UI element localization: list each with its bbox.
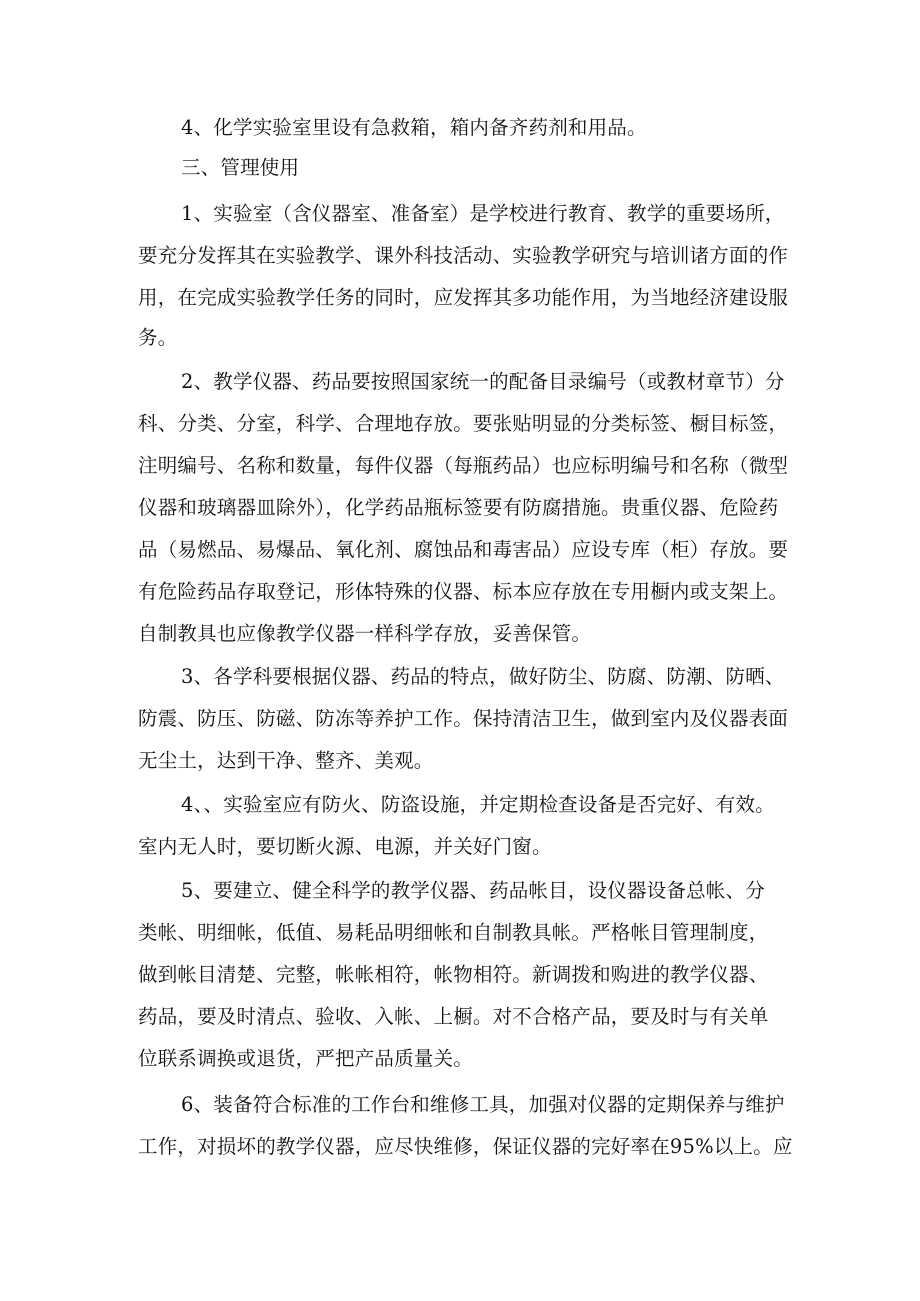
- text-line-4: 要充分发挥其在实验教学、课外科技活动、实验教学研究与培训诸方面的作: [138, 244, 789, 267]
- text-line-9: 注明编号、名称和数量，每件仪器（每瓶药品）也应标明编号和名称（微型: [138, 454, 789, 477]
- text-line-22: 药品，要及时清点、验收、入帐、上橱。对不合格产品，要及时与有关单: [138, 1005, 769, 1028]
- text-line-10: 仪器和玻璃器皿除外），化学药品瓶标签要有防腐措施。贵重仪器、危险药: [138, 496, 779, 519]
- text-line-11: 品（易燃品、易爆品、氧化剂、腐蚀品和毒害品）应设专库（柜）存放。要: [138, 538, 789, 561]
- text-line-25: 工作，对损坏的教学仪器，应尽快维修，保证仪器的完好率在95%以上。应: [138, 1135, 793, 1158]
- text-line-23: 位联系调换或退货，严把产品质量关。: [138, 1047, 473, 1070]
- text-line-12: 有危险药品存取登记，形体特殊的仪器、标本应存放在专用橱内或支架上。: [138, 580, 789, 603]
- text-line-24: 6、装备符合标准的工作台和维修工具，加强对仪器的定期保养与维护: [181, 1093, 785, 1116]
- text-line-13: 自制教具也应像教学仪器一样科学存放，妥善保管。: [138, 622, 592, 645]
- text-line-16: 无尘土，达到干净、整齐、美观。: [138, 749, 434, 772]
- text-line-1: 4、化学实验室里设有急救箱，箱内备齐药剂和用品。: [181, 116, 647, 139]
- text-line-17: 4、、实验室应有防火、防盗设施，并定期检查设备是否完好、有效。: [181, 793, 775, 816]
- text-line-14: 3、各学科要根据仪器、药品的特点，做好防尘、防腐、防潮、防晒、: [181, 665, 785, 688]
- text-line-21: 做到帐目清楚、完整，帐帐相符，帐物相符。新调拨和购进的教学仪器、: [138, 963, 769, 986]
- text-line-6: 务。: [138, 326, 178, 349]
- text-line-7: 2、教学仪器、药品要按照国家统一的配备目录编号（或教材章节）分: [181, 370, 785, 393]
- text-line-20: 类帐、明细帐，低值、易耗品明细帐和自制教具帐。严格帐目管理制度，: [138, 921, 769, 944]
- text-line-3: 1、实验室（含仪器室、准备室）是学校进行教育、教学的重要场所，: [181, 202, 785, 225]
- text-line-5: 用，在完成实验教学任务的同时，应发挥其多功能作用，为当地经济建设服: [138, 286, 789, 309]
- text-line-18: 室内无人时，要切断火源、电源，并关好门窗。: [138, 835, 552, 858]
- text-line-8: 科、分类、分室，科学、合理地存放。要张贴明显的分类标签、橱目标签，: [138, 412, 789, 435]
- section-heading: 三、管理使用: [181, 156, 300, 179]
- text-line-19: 5、要建立、健全科学的教学仪器、药品帐目，设仪器设备总帐、分: [181, 879, 765, 902]
- text-line-15: 防震、防压、防磁、防冻等养护工作。保持清洁卫生，做到室内及仪器表面: [138, 707, 789, 730]
